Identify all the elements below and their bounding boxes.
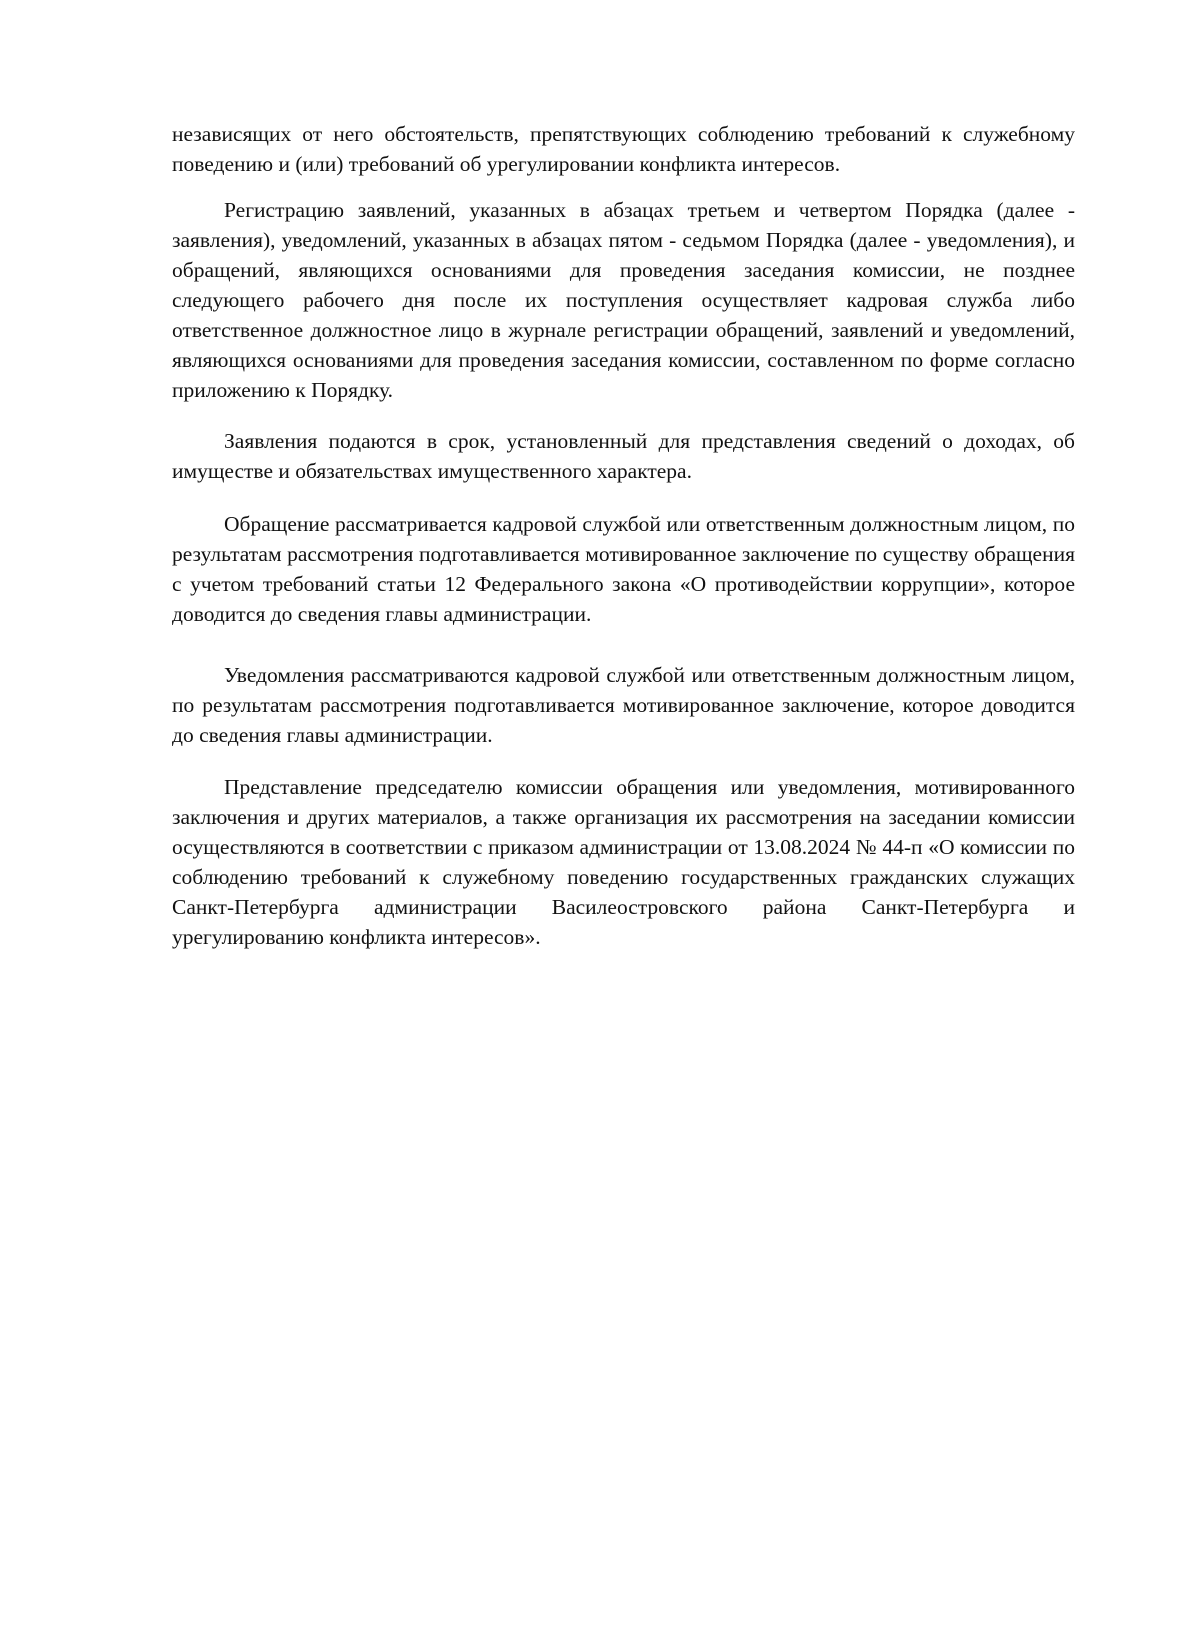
paragraph-registration: Регистрацию заявлений, указанных в абзацах третьем и четвертом Порядка (далее - заявления), уведомлений, указанных в абзацах пятом - седьмом Порядка (далее - уведомления), и обращений, являющихся основаниями для проведения заседания комиссии, не позднее следующего рабочего дня после их поступления осуществляет кадровая служба либо ответственное должностное лицо в журнале регистрации обращений, заявлений и уведомлений, являющихся основаниями для проведения заседания комиссии, составленном по форме согласно приложению к Порядку. [172,198,1075,402]
paragraph-applications-deadline: Заявления подаются в срок, установленный для представления сведений о доходах, об имуществе и обязательствах имущественного характера. [172,429,1075,483]
paragraph-presentation: Представление председателю комиссии обращения или уведомления, мотивированного заключения и других материалов, а также организация их рассмотрения на заседании комиссии осуществляются в соответствии с приказом администрации от 13.08.2024 № 44-п «О комиссии по соблюдению требований к служебному поведению государственных гражданских служащих Санкт-Петербурга администрации Василеостровского района Санкт-Петербурга и урегулированию конфликта интересов». [172,775,1075,949]
paragraph-continuation: независящих от него обстоятельств, препятствующих соблюдению требований к служебному поведению и (или) требований об урегулировании конфликта интересов. [172,122,1075,176]
paragraph-notifications-review: Уведомления рассматриваются кадровой службой или ответственным должностным лицом, по результатам рассмотрения подготавливается мотивированное заключение, которое доводится до сведения главы администрации. [172,663,1075,747]
paragraph-appeal-review: Обращение рассматривается кадровой службой или ответственным должностным лицом, по результатам рассмотрения подготавливается мотивированное заключение по существу обращения с учетом требований статьи 12 Федерального закона «О противодействии коррупции», которое доводится до сведения главы администрации. [172,512,1075,626]
